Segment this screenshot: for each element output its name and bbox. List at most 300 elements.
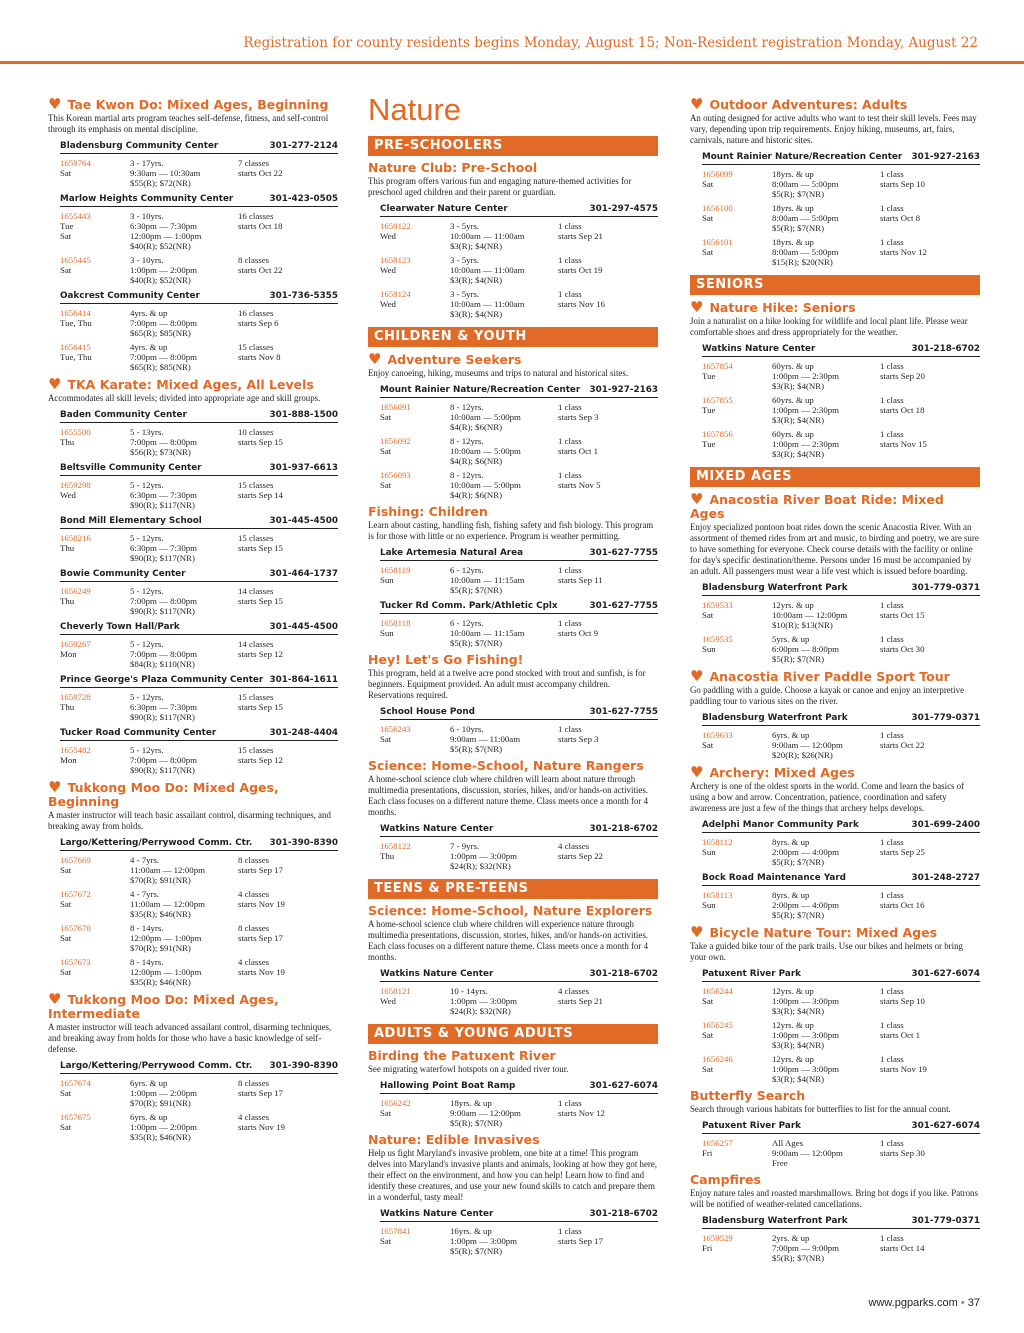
- class-detail: $4(R); $6(NR): [450, 422, 503, 432]
- class-detail: 1 class: [558, 470, 582, 480]
- class-detail: 7:00pm — 9:00pm: [772, 1243, 839, 1253]
- class-cell-c1: [380, 724, 450, 754]
- class-detail: $10(R); $13(NR): [772, 620, 833, 630]
- class-detail: Sat: [60, 231, 72, 241]
- class-detail: All Ages: [772, 1138, 804, 1148]
- class-cell-c2: [450, 255, 558, 285]
- program-description: Learn about casting, handling fish, fishing safety and fish biology. This program is for those with little or no experience. Program is weather permitting.: [368, 520, 654, 541]
- class-detail: Sat: [380, 480, 392, 490]
- site-url[interactable]: www.pgparks.com: [868, 1297, 958, 1309]
- class-cell-c1: [702, 1020, 772, 1050]
- class-cell-c3: [558, 565, 658, 595]
- class-detail: 1:00pm — 3:00pm: [772, 1030, 839, 1040]
- heart-icon: ♥: [690, 667, 704, 685]
- class-cell-c3: [238, 211, 338, 251]
- course-number[interactable]: 1656093: [380, 470, 411, 480]
- class-detail: 1 class: [880, 237, 904, 247]
- class-detail: 3 - 5yrs.: [450, 221, 480, 231]
- program-title-text: Birding the Patuxent River: [368, 1048, 556, 1063]
- class-cell-c2: [450, 221, 558, 251]
- class-detail: $90(R); $117(NR): [130, 500, 195, 510]
- class-cell-c1: [702, 395, 772, 425]
- course-number[interactable]: 1657675: [60, 1112, 91, 1122]
- course-number[interactable]: 1655482: [60, 745, 91, 755]
- class-detail: Sat: [60, 899, 72, 909]
- class-detail: 10 classes: [238, 427, 274, 437]
- course-number[interactable]: 1659535: [702, 634, 733, 644]
- class-detail: 5 - 12yrs.: [130, 745, 164, 755]
- class-detail: Sat: [60, 967, 72, 977]
- class-detail: 1 class: [558, 436, 582, 446]
- class-detail: 1:00pm — 3:00pm: [450, 1236, 517, 1246]
- location-phone: 301-627-7755: [589, 707, 658, 717]
- class-detail: starts Oct 19: [558, 265, 603, 275]
- page-number: 37: [967, 1297, 980, 1309]
- class-detail: Thu: [380, 851, 395, 861]
- class-detail: $5(R); $7(NR): [772, 189, 825, 199]
- class-cell-c2: [450, 1226, 558, 1256]
- program-description: Go paddling with a guide. Choose a kayak or canoe and enjoy an interpretive paddling tour to various sites on the river.: [690, 685, 965, 706]
- class-cell-c1: [702, 1054, 772, 1084]
- class-detail: Thu: [60, 543, 75, 553]
- course-number[interactable]: 1656092: [380, 436, 411, 446]
- class-detail: starts Nov 19: [238, 1122, 285, 1132]
- class-detail: starts Sep 21: [558, 231, 603, 241]
- class-cell-c1: [60, 692, 130, 722]
- class-cell-c3: [558, 618, 658, 648]
- class-detail: 3 - 5yrs.: [450, 289, 480, 299]
- class-row: [702, 361, 980, 391]
- category-banner: SENIORS: [690, 275, 980, 295]
- class-detail: starts Sep 22: [558, 851, 603, 861]
- class-row: [702, 730, 980, 760]
- column-2: [368, 92, 658, 1307]
- course-number[interactable]: 1658122: [380, 841, 411, 851]
- class-cell-c2: [772, 730, 880, 760]
- class-row: [380, 1226, 658, 1256]
- class-cell-c1: [60, 586, 130, 616]
- heart-icon: ♥: [690, 763, 704, 781]
- location-name: Clearwater Nature Center: [380, 204, 508, 214]
- class-row: [60, 158, 338, 188]
- location-name: Largo/Kettering/Perrywood Comm. Ctr.: [60, 838, 253, 848]
- program-title: [368, 352, 658, 367]
- location-header: [702, 818, 980, 833]
- location-name: Patuxent River Park: [702, 969, 802, 979]
- location-header: [60, 461, 338, 476]
- heart-icon: ♥: [48, 375, 62, 393]
- class-detail: 16yrs. & up: [450, 1226, 492, 1236]
- class-detail: 1 class: [880, 429, 904, 439]
- class-detail: $3(R); $4(NR): [772, 415, 825, 425]
- location-phone: 301-699-2400: [911, 820, 980, 830]
- course-number[interactable]: 1658121: [380, 986, 411, 996]
- class-detail: $24(R); $32(NR): [450, 1006, 511, 1016]
- class-detail: 1 class: [880, 634, 904, 644]
- course-number[interactable]: 1657674: [60, 1078, 91, 1088]
- class-detail: 1:00pm — 3:00pm: [450, 851, 517, 861]
- class-detail: $15(R); $20(NR): [772, 257, 833, 267]
- location-header: [702, 711, 980, 726]
- program-title: [690, 300, 980, 315]
- location-name: Cheverly Town Hall/Park: [60, 622, 180, 632]
- class-cell-c2: [130, 745, 238, 775]
- location-phone: 301-445-4500: [269, 622, 338, 632]
- class-detail: starts Sep 6: [238, 318, 279, 328]
- class-row: [702, 1054, 980, 1084]
- program-description: See migrating waterfowl hotspots on a guided river tour.: [368, 1064, 569, 1074]
- class-cell-c2: [130, 692, 238, 722]
- class-cell-c2: [130, 923, 238, 953]
- class-detail: $3(R); $4(NR): [772, 1074, 825, 1084]
- class-detail: starts Nov 19: [238, 899, 285, 909]
- column-3: [690, 92, 980, 1307]
- class-detail: starts Sep 3: [558, 734, 599, 744]
- course-number[interactable]: 1659267: [60, 639, 91, 649]
- class-row: [60, 1112, 338, 1142]
- heart-icon: ♥: [690, 95, 704, 113]
- registration-notice: Registration for county residents begins Monday, August 15; Non-Resident registration Monday, August 22: [243, 35, 978, 51]
- class-detail: Sat: [380, 446, 392, 456]
- class-row: [60, 427, 338, 457]
- course-number[interactable]: 1655500: [60, 427, 91, 437]
- class-detail: Wed: [380, 299, 396, 309]
- class-cell-c3: [558, 841, 658, 871]
- class-cell-c2: [130, 586, 238, 616]
- course-number[interactable]: 1659529: [702, 1233, 733, 1243]
- program-title-text: Tae Kwon Do: Mixed Ages, Beginning: [67, 97, 329, 112]
- location-header: [702, 1119, 980, 1134]
- course-number[interactable]: 1655443: [60, 211, 91, 221]
- class-detail: starts Oct 18: [238, 221, 283, 231]
- program-title-text: Nature Club: Pre-School: [368, 160, 538, 175]
- class-detail: Tue: [702, 371, 716, 381]
- course-number[interactable]: 1657670: [60, 923, 91, 933]
- course-number[interactable]: 1657841: [380, 1226, 411, 1236]
- program-title-text: Bicycle Nature Tour: Mixed Ages: [709, 925, 938, 940]
- location-name: Watkins Nature Center: [380, 824, 494, 834]
- location-phone: 301-297-4575: [589, 204, 658, 214]
- class-cell-c1: [380, 986, 450, 1016]
- program-description: Enjoy nature tales and roasted marshmallows. Bring hot dogs if you like. Patrons will be notified of weather-related cancellations.: [690, 1188, 978, 1209]
- class-detail: $3(R); $4(NR): [772, 449, 825, 459]
- class-detail: $90(R); $117(NR): [130, 765, 195, 775]
- class-cell-c2: [450, 724, 558, 754]
- class-detail: 6:30pm — 7:30pm: [130, 490, 197, 500]
- course-number[interactable]: 1656099: [702, 169, 733, 179]
- class-cell-c3: [238, 158, 338, 188]
- course-number[interactable]: 1658113: [702, 890, 733, 900]
- location-header: [60, 408, 338, 423]
- class-detail: 1 class: [880, 203, 904, 213]
- class-detail: starts Sep 10: [880, 996, 925, 1006]
- class-detail: 1:00pm — 3:00pm: [772, 1064, 839, 1074]
- class-cell-c3: [238, 342, 338, 372]
- class-row: [702, 203, 980, 233]
- class-detail: $35(R); $46(NR): [130, 909, 191, 919]
- class-detail: 10:00am — 11:00am: [450, 231, 525, 241]
- program-title: [368, 505, 658, 519]
- class-cell-c3: [238, 480, 338, 510]
- class-row: [380, 618, 658, 648]
- class-cell-c2: [450, 841, 558, 871]
- location-header: [380, 383, 658, 398]
- class-detail: $5(R); $7(NR): [772, 910, 825, 920]
- course-number[interactable]: 1658118: [380, 618, 411, 628]
- class-detail: 1:00pm — 2:00pm: [130, 265, 197, 275]
- class-detail: 4yrs. & up: [130, 342, 168, 352]
- location-name: Baden Community Center: [60, 410, 187, 420]
- class-detail: Sat: [60, 1122, 72, 1132]
- program-title: [48, 780, 338, 809]
- class-detail: starts Nov 12: [558, 1108, 605, 1118]
- class-detail: $5(R); $7(NR): [772, 1253, 825, 1263]
- class-cell-c2: [772, 169, 880, 199]
- course-number[interactable]: 1657856: [702, 429, 733, 439]
- course-number[interactable]: 1658112: [702, 837, 733, 847]
- class-detail: 4 classes: [558, 841, 590, 851]
- class-detail: 1:00pm — 2:30pm: [772, 439, 839, 449]
- class-cell-c3: [880, 837, 980, 867]
- location-name: Bladensburg Waterfront Park: [702, 1216, 848, 1226]
- class-cell-c1: [60, 923, 130, 953]
- course-number[interactable]: 1656246: [702, 1054, 733, 1064]
- course-number[interactable]: 1659533: [702, 600, 733, 610]
- program-title-text: Nature: Edible Invasives: [368, 1132, 540, 1147]
- class-detail: 4 - 7yrs.: [130, 855, 160, 865]
- class-row: [702, 1138, 980, 1168]
- course-number[interactable]: 1656091: [380, 402, 411, 412]
- course-number[interactable]: 1657854: [702, 361, 733, 371]
- course-number[interactable]: 1657855: [702, 395, 733, 405]
- course-number[interactable]: 1659122: [380, 221, 411, 231]
- location-name: Mount Rainier Nature/Recreation Center: [702, 152, 903, 162]
- class-cell-c1: [60, 158, 130, 188]
- class-detail: 2:00pm — 4:00pm: [772, 900, 839, 910]
- class-detail: starts Oct 8: [880, 213, 921, 223]
- class-detail: $5(R); $7(NR): [450, 1118, 503, 1128]
- class-detail: Free: [772, 1158, 788, 1168]
- class-cell-c2: [450, 436, 558, 466]
- class-detail: 8 - 12yrs.: [450, 402, 484, 412]
- course-number[interactable]: 1658119: [380, 565, 411, 575]
- class-detail: 1:00pm — 2:00pm: [130, 1122, 197, 1132]
- class-cell-c3: [880, 169, 980, 199]
- location-name: Oakcrest Community Center: [60, 291, 200, 301]
- class-cell-c1: [702, 730, 772, 760]
- class-detail: starts Sep 14: [238, 490, 283, 500]
- course-number[interactable]: 1659123: [380, 255, 411, 265]
- location-header: [702, 581, 980, 596]
- course-number[interactable]: 1656100: [702, 203, 733, 213]
- class-cell-c2: [130, 158, 238, 188]
- course-number[interactable]: 1655445: [60, 255, 91, 265]
- location-phone: 301-736-5355: [269, 291, 338, 301]
- location-phone: 301-445-4500: [269, 516, 338, 526]
- location-phone: 301-248-2727: [911, 873, 980, 883]
- class-row: [380, 402, 658, 432]
- class-cell-c3: [880, 1138, 980, 1168]
- class-row: [380, 986, 658, 1016]
- class-detail: 2yrs. & up: [772, 1233, 810, 1243]
- class-cell-c3: [880, 395, 980, 425]
- class-detail: Sat: [380, 412, 392, 422]
- class-detail: Sat: [702, 1064, 714, 1074]
- class-detail: starts Oct 22: [238, 168, 283, 178]
- column-1: [48, 92, 338, 1307]
- class-detail: Tue, Thu: [60, 318, 92, 328]
- course-number[interactable]: 1656414: [60, 308, 91, 318]
- course-number[interactable]: 1656242: [380, 1098, 411, 1108]
- course-number[interactable]: 1656249: [60, 586, 91, 596]
- footer-separator: •: [957, 1297, 968, 1309]
- class-detail: starts Sep 25: [880, 847, 925, 857]
- course-number[interactable]: 1657672: [60, 889, 91, 899]
- class-detail: $90(R); $117(NR): [130, 606, 195, 616]
- class-cell-c2: [772, 986, 880, 1016]
- program-description: An outing designed for active adults who want to test their skill levels. Fees may vary, depending upon trip requirements. Enjoy hiking, museums, art, fairs, carnivals, nature and historic sites.: [690, 113, 977, 145]
- location-phone: 301-218-6702: [589, 1209, 658, 1219]
- class-detail: $55(R); $72(NR): [130, 178, 191, 188]
- class-detail: Sat: [702, 247, 714, 257]
- course-number[interactable]: 1659298: [60, 480, 91, 490]
- class-cell-c1: [380, 470, 450, 500]
- location-name: Prince George's Plaza Community Center: [60, 675, 264, 685]
- course-number[interactable]: 1656243: [380, 724, 411, 734]
- course-number[interactable]: 1656257: [702, 1138, 733, 1148]
- class-cell-c3: [238, 639, 338, 669]
- location-header: [60, 836, 338, 851]
- course-number[interactable]: 1656101: [702, 237, 733, 247]
- course-number[interactable]: 1656245: [702, 1020, 733, 1030]
- class-cell-c2: [130, 255, 238, 285]
- class-cell-c3: [238, 957, 338, 987]
- class-detail: 5 - 12yrs.: [130, 586, 164, 596]
- class-detail: 1 class: [880, 395, 904, 405]
- class-detail: $3(R); $4(NR): [772, 381, 825, 391]
- class-cell-c3: [558, 1226, 658, 1256]
- program-title-text: Tukkong Moo Do: Mixed Ages, Intermediate: [48, 992, 279, 1021]
- class-detail: $5(R); $7(NR): [772, 654, 825, 664]
- class-row: [380, 221, 658, 251]
- course-number[interactable]: 1659728: [60, 692, 91, 702]
- class-detail: 18yrs. & up: [450, 1098, 492, 1108]
- class-cell-c3: [238, 308, 338, 338]
- class-detail: Thu: [60, 596, 75, 606]
- course-number[interactable]: 1656415: [60, 342, 91, 352]
- class-detail: Sat: [380, 1236, 392, 1246]
- location-header: [60, 567, 338, 582]
- class-cell-c3: [238, 692, 338, 722]
- location-name: Bond Mill Elementary School: [60, 516, 202, 526]
- course-number[interactable]: 1658216: [60, 533, 91, 543]
- class-cell-c3: [880, 1233, 980, 1263]
- class-detail: 60yrs. & up: [772, 395, 814, 405]
- location-name: Mount Rainier Nature/Recreation Center: [380, 385, 581, 395]
- class-detail: 1 class: [880, 837, 904, 847]
- location-phone: 301-627-7755: [589, 548, 658, 558]
- class-detail: Sat: [60, 1088, 72, 1098]
- class-detail: starts Oct 1: [880, 1030, 921, 1040]
- class-detail: $24(R); $32(NR): [450, 861, 511, 871]
- class-detail: 9:00am — 12:00pm: [772, 1148, 843, 1158]
- class-cell-c3: [880, 890, 980, 920]
- class-detail: $65(R); $85(NR): [130, 362, 191, 372]
- program-title: [48, 992, 338, 1021]
- class-row: [60, 586, 338, 616]
- class-cell-c1: [380, 221, 450, 251]
- course-number[interactable]: 1659764: [60, 158, 91, 168]
- program-title: [690, 925, 980, 940]
- class-detail: 18yrs. & up: [772, 237, 814, 247]
- class-cell-c2: [130, 480, 238, 510]
- class-row: [60, 957, 338, 987]
- class-detail: starts Sep 15: [238, 437, 283, 447]
- program-description: Enjoy canoeing, hiking, museums and trips to natural and historical sites.: [368, 368, 629, 378]
- class-detail: 15 classes: [238, 533, 274, 543]
- program-title: [368, 904, 658, 918]
- class-detail: 8:00am — 5:00pm: [772, 247, 839, 257]
- class-cell-c1: [60, 427, 130, 457]
- class-detail: 7:00pm — 8:00pm: [130, 318, 197, 328]
- course-number[interactable]: 1657673: [60, 957, 91, 967]
- class-row: [380, 841, 658, 871]
- class-cell-c1: [60, 855, 130, 885]
- program-title: [690, 1173, 980, 1187]
- class-row: [60, 855, 338, 885]
- class-detail: Sat: [60, 265, 72, 275]
- class-detail: 1 class: [558, 289, 582, 299]
- program-title: [48, 97, 338, 112]
- location-phone: 301-937-6613: [269, 463, 338, 473]
- location-phone: 301-423-0505: [269, 194, 338, 204]
- class-cell-c2: [772, 1054, 880, 1084]
- course-number[interactable]: 1659124: [380, 289, 411, 299]
- program-title: [368, 161, 658, 175]
- program-description: Accommodates all skill levels; divided into appropriate age and skill groups.: [48, 393, 321, 403]
- class-cell-c2: [772, 600, 880, 630]
- program-title-text: Campfires: [690, 1172, 761, 1187]
- class-detail: starts Nov 5: [558, 480, 601, 490]
- class-detail: starts Sep 21: [558, 996, 603, 1006]
- class-detail: starts Nov 19: [880, 1064, 927, 1074]
- class-row: [380, 436, 658, 466]
- course-number[interactable]: 1657669: [60, 855, 91, 865]
- location-phone: 301-927-2163: [589, 385, 658, 395]
- class-detail: 9:00am — 11:00am: [450, 734, 521, 744]
- course-number[interactable]: 1659633: [702, 730, 733, 740]
- class-detail: $3(R); $4(NR): [772, 1040, 825, 1050]
- class-detail: Sat: [380, 1108, 392, 1118]
- class-detail: starts Oct 1: [558, 446, 599, 456]
- location-header: [380, 705, 658, 720]
- location-name: Bladensburg Waterfront Park: [702, 583, 848, 593]
- class-detail: starts Oct 15: [880, 610, 925, 620]
- class-detail: Sun: [380, 575, 394, 585]
- class-cell-c1: [702, 203, 772, 233]
- program-title: [368, 1049, 658, 1063]
- program-title-text: Fishing: Children: [368, 504, 488, 519]
- program-title: [368, 1133, 658, 1147]
- class-detail: Wed: [380, 231, 396, 241]
- course-number[interactable]: 1656244: [702, 986, 733, 996]
- class-detail: 8 classes: [238, 923, 270, 933]
- location-phone: 301-218-6702: [911, 344, 980, 354]
- class-row: [702, 169, 980, 199]
- class-detail: starts Oct 14: [880, 1243, 925, 1253]
- class-cell-c3: [880, 986, 980, 1016]
- location-header: [380, 1207, 658, 1222]
